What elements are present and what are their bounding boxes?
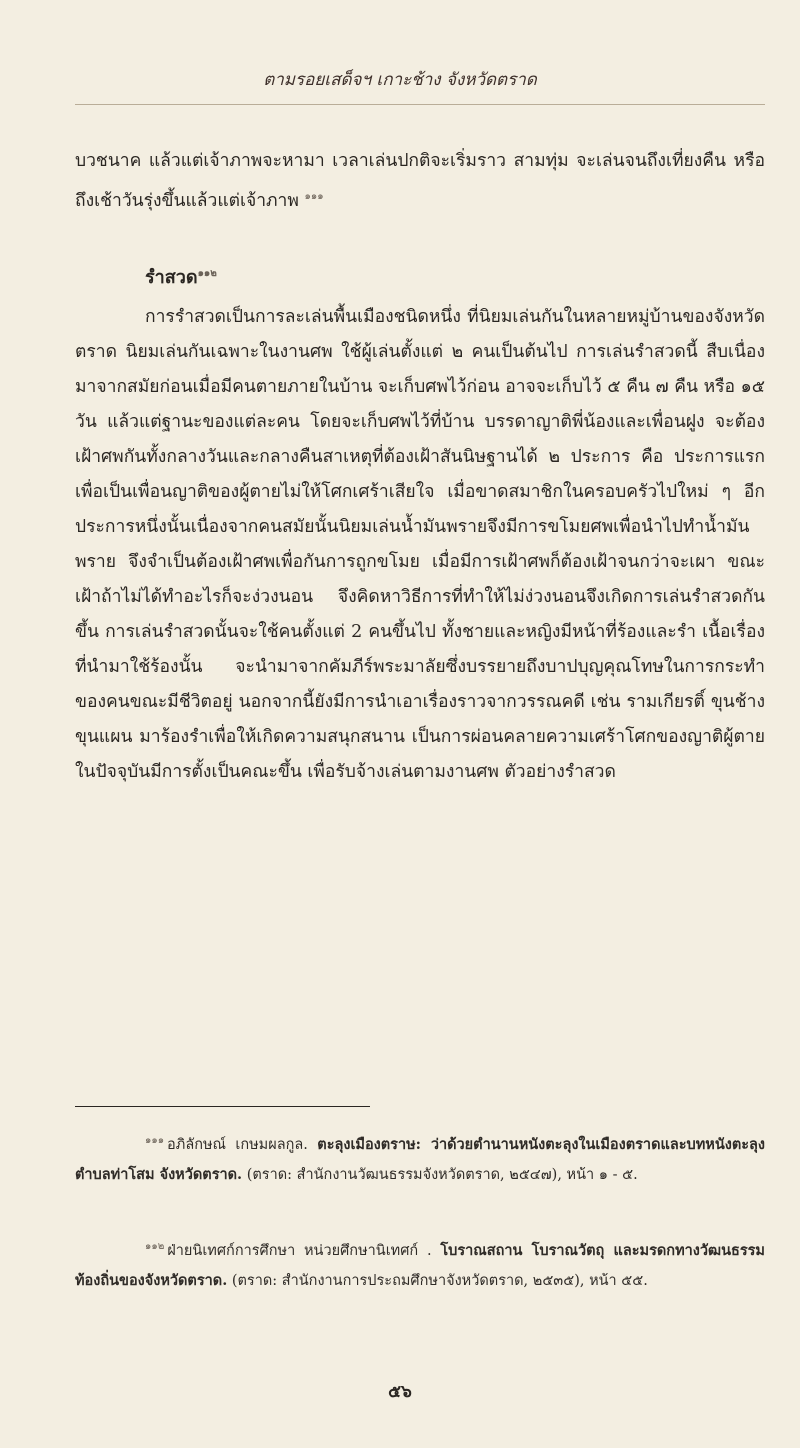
footnote-ref-112[interactable]: ๑๑๒	[197, 268, 217, 279]
section-title	[145, 262, 217, 291]
header-divider	[75, 104, 765, 105]
footnote-author: ฝ่ายนิเทศก์การศึกษา หน่วยศึกษานิเทศก์ .	[167, 1242, 432, 1259]
footnote-mark: ๑๑๒	[145, 1241, 165, 1252]
running-header: ตามรอยเสด็จฯ เกาะช้าง จังหวัดตราด	[263, 70, 537, 90]
footnote-publication: (ตราด: สำนักงานวัฒนธรรมจังหวัดตราด, ๒๕๔๗), หน้า ๑ - ๕.	[246, 1166, 638, 1183]
footnote-title: ตะลุงเมืองตราษ: ว่าด้วยตำนานหนังตะลุงในเมืองตราดและบทหนังตะลุงตำบลท่าโสม จังหวัดตราด.	[75, 1135, 765, 1183]
footnote-ref-111[interactable]: ๑๑๑	[304, 191, 324, 202]
intro-paragraph	[75, 144, 765, 219]
page-number: ๕๖	[388, 1382, 412, 1402]
footnote-title: โบราณสถาน โบราณวัตถุ และมรดกทางวัฒนธรรมท้องถิ่นของจังหวัดตราด.	[75, 1241, 765, 1289]
footnote-publication: (ตราด: สำนักงานการประถมศึกษาจังหวัดตราด, ๒๕๓๕), หน้า ๕๕.	[231, 1272, 648, 1289]
section-paragraph	[75, 300, 765, 790]
intro-text: บวชนาค แล้วแต่เจ้าภาพจะหามา เวลาเล่นปกติจะเริ่มราว สามทุ่ม จะเล่นจนถึงเที่ยงคืน หรือถึงเช้าวันรุ่งขึ้นแล้วแต่เจ้าภาพ	[75, 151, 765, 211]
section-paragraph-text: การรำสวดเป็นการละเล่นพื้นเมืองชนิดหนึ่ง ที่นิยมเล่นกันในหลายหมู่บ้านของจังหวัดตราด นิยมเล่นกันเฉพาะในงานศพ ใช้ผู้เล่นตั้งแต่ ๒ คนเป็นต้นไป การเล่นรำสวดนี้ สืบเนื่องมาจากสมัยก่อนเมื่อมีคนตายภายในบ้าน จะเก็บศพไว้ก่อน อาจจะเก็บไว้ ๕ คืน ๗ คืน หรือ ๑๕ วัน แล้วแต่ฐานะของแต่ละคน โดยจะเก็บศพไว้ที่บ้าน บรรดาญาติพี่น้องและเพื่อนฝูง จะต้องเฝ้าศพกันทั้งกลางวันและกลางคืนสาเหตุที่ต้องเฝ้าสันนิษฐานได้ ๒ ประการ คือ ประการแรก เพื่อเป็นเพื่อนญาติของผู้ตายไม่ให้โศกเศร้าเสียใจ เมื่อขาดสมาชิกในครอบครัวไปใหม่ ๆ อีกประการหนึ่งนั้นเนื่องจากคนสมัยนั้นนิยมเล่นน้ำมันพรายจึงมีการขโมยศพเพื่อนำไปทำน้ำมันพราย จึงจำเป็นต้องเฝ้าศพเพื่อกันการถูกขโมย เมื่อมีการเฝ้าศพก็ต้องเฝ้าจนกว่าจะเผา ขณะเฝ้าถ้าไม่ได้ทำอะไรก็จะง่วงนอน จึงคิดหาวิธีการที่ทำให้ไม่ง่วงนอนจึงเกิดการเล่นรำสวดกันขึ้น การเล่นรำสวดนั้นจะใช้คนตั้งแต่ 2 คนขึ้นไป ทั้งชายและหญิงมีหน้าที่ร้องและรำ เนื้อเรื่องที่นำมาใช้ร้องนั้น จะนำมาจากคัมภีร์พระมาลัยซึ่งบรรยายถึงบาปบุญคุณโทษในการกระทำของคนขณะมีชีวิตอยู่ นอกจากนี้ยังมีการนำเอาเรื่องราวจากวรรณคดี เช่น รามเกียรติ์ ขุนช้างขุนแผน มาร้องรำเพื่อให้เกิดความสนุกสนาน เป็นการผ่อนคลายความเศร้าโศกของญาติผู้ตาย ในปัจจุบันมีการตั้งเป็นคณะขึ้น เพื่อรับจ้างเล่นตามงานศพ ตัวอย่างรำสวด	[75, 307, 765, 782]
footnote-112	[75, 1232, 765, 1296]
footnote-mark: ๑๑๑	[145, 1135, 165, 1146]
footnote-111	[75, 1126, 765, 1190]
footnote-divider	[75, 1106, 370, 1107]
section-title-text: รำสวด	[145, 267, 198, 288]
footnote-author: อภิลักษณ์ เกษมผลกูล.	[167, 1136, 308, 1153]
